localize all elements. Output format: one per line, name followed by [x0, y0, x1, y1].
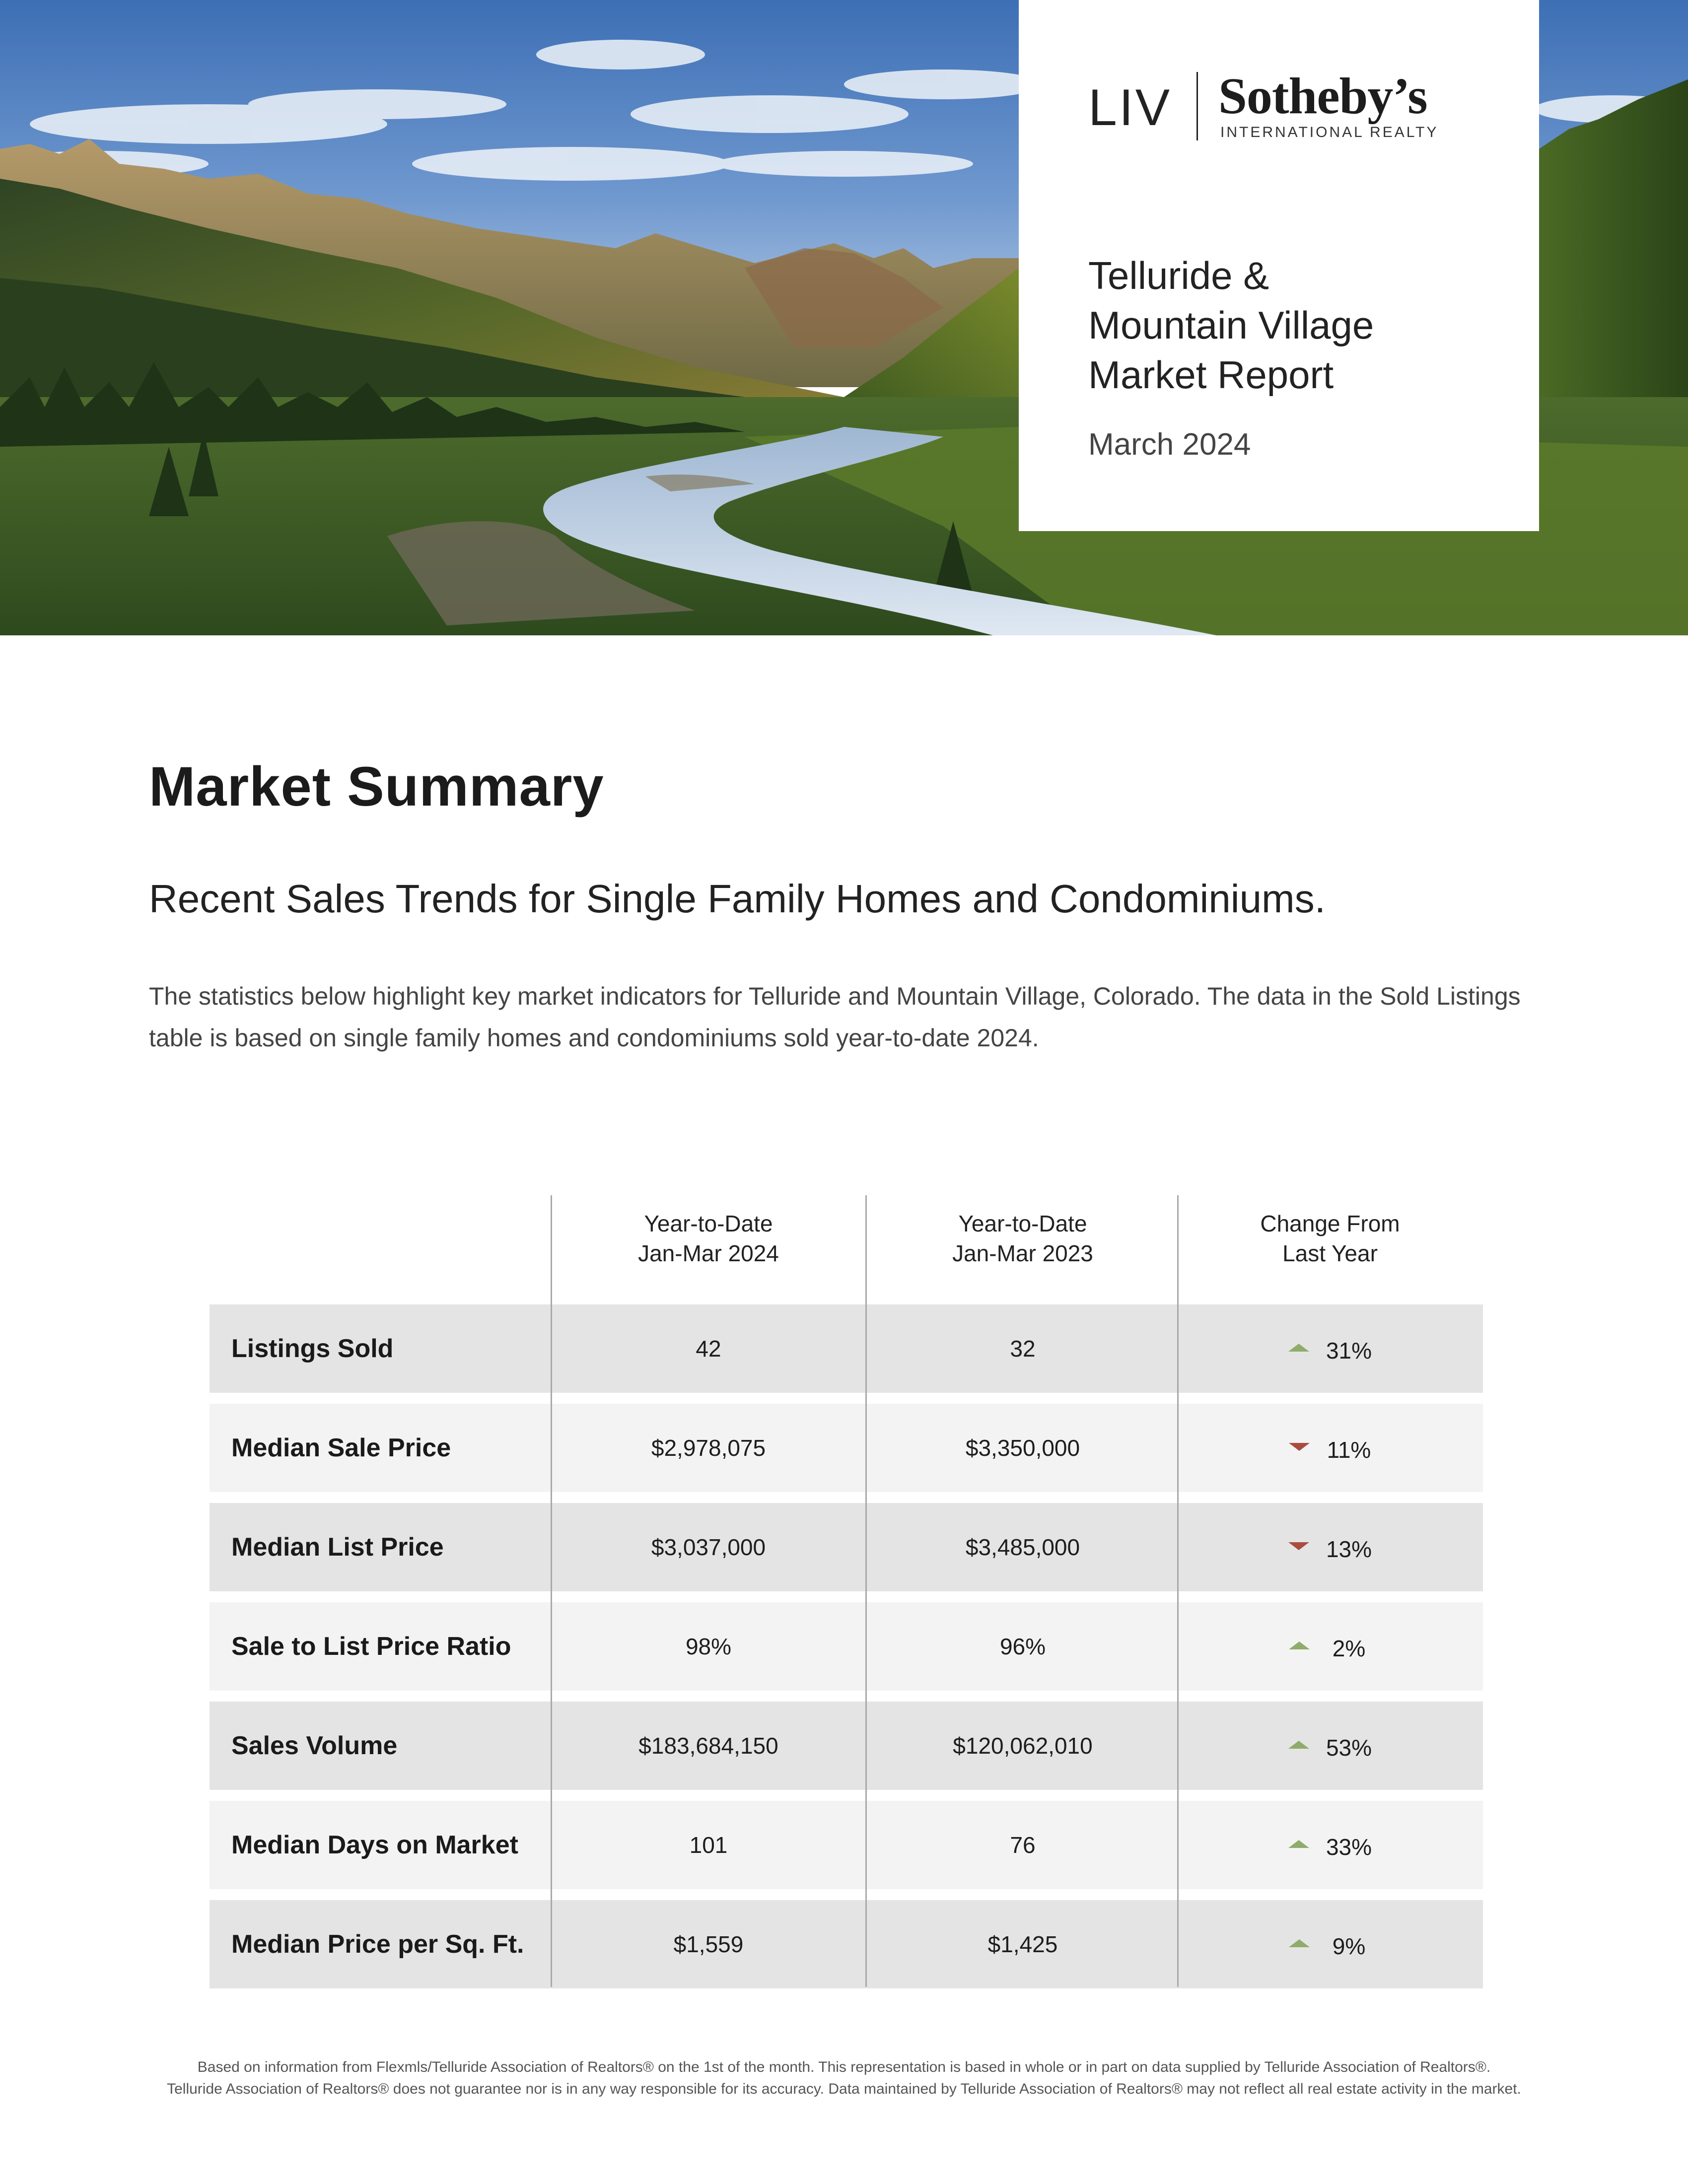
row-label: Median List Price	[231, 1533, 444, 1562]
row-label: Median Sale Price	[231, 1433, 451, 1462]
logo-divider	[1196, 72, 1198, 140]
report-title-line: Market Report	[1088, 353, 1334, 397]
triangle-up-icon	[1288, 1840, 1309, 1848]
change-value: 2%	[1332, 1635, 1366, 1661]
brand-sothebys-wordmark: Sotheby’s	[1218, 68, 1427, 125]
row-label: Sales Volume	[231, 1731, 398, 1760]
cell-change	[1181, 1602, 1479, 1691]
cell-change	[1181, 1304, 1479, 1393]
page-title: Market Summary	[149, 755, 604, 818]
table-row	[210, 1404, 1483, 1492]
table-row	[210, 1801, 1483, 1889]
cell-ytd-2024: $1,559	[673, 1931, 744, 1957]
column-divider	[551, 1195, 552, 1987]
brand-logo[interactable]	[1088, 69, 1466, 144]
column-header-line: Change From	[1260, 1211, 1400, 1236]
triangle-up-icon	[1288, 1741, 1309, 1749]
triangle-up-icon	[1289, 1641, 1310, 1649]
cell-ytd-2023: $3,350,000	[965, 1435, 1080, 1461]
row-label: Median Price per Sq. Ft.	[231, 1930, 524, 1959]
triangle-up-icon	[1288, 1344, 1309, 1352]
triangle-down-icon	[1289, 1443, 1310, 1451]
change-value: 31%	[1326, 1337, 1372, 1364]
change-value: 9%	[1332, 1933, 1366, 1959]
brand-liv-wordmark: LIV	[1088, 79, 1172, 136]
row-label: Median Days on Market	[231, 1831, 518, 1859]
column-header-line: Jan-Mar 2023	[952, 1240, 1093, 1266]
report-date: March 2024	[1088, 427, 1251, 462]
cell-ytd-2024: $3,037,000	[651, 1534, 766, 1560]
section-description: The statistics below highlight key market indicators for Telluride and Mountain Village, Colorado. The data in the Sold Listings table is based on single family homes and condominiums sold year-to-date 2024.	[149, 982, 1521, 1052]
table-row	[210, 1503, 1483, 1591]
cell-ytd-2023: $3,485,000	[965, 1534, 1080, 1560]
change-value: 53%	[1326, 1734, 1372, 1761]
cell-ytd-2023: 32	[1010, 1336, 1036, 1362]
cell-ytd-2024: 98%	[685, 1634, 732, 1659]
report-title-card	[1019, 0, 1539, 531]
cell-ytd-2023: $120,062,010	[953, 1733, 1093, 1759]
column-divider	[1177, 1195, 1179, 1987]
change-value: 11%	[1327, 1436, 1371, 1463]
row-label: Sale to List Price Ratio	[231, 1632, 511, 1661]
cell-ytd-2023: $1,425	[987, 1931, 1058, 1957]
column-header-line: Jan-Mar 2024	[638, 1240, 779, 1266]
report-title-line: Mountain Village	[1088, 303, 1374, 347]
table-row	[210, 1602, 1483, 1691]
cell-change	[1181, 1404, 1479, 1492]
cell-ytd-2024: $183,684,150	[638, 1733, 778, 1759]
cell-change	[1181, 1801, 1479, 1889]
cell-ytd-2024: $2,978,075	[651, 1435, 766, 1461]
table-row	[210, 1304, 1483, 1393]
column-header-line: Year-to-Date	[958, 1211, 1087, 1236]
cell-ytd-2024: 101	[689, 1832, 728, 1858]
report-title	[1088, 251, 1515, 400]
cell-ytd-2023: 76	[1010, 1832, 1036, 1858]
brand-subtitle: INTERNATIONAL REALTY	[1220, 124, 1439, 140]
cell-ytd-2024: 42	[696, 1336, 721, 1362]
report-title-line: Telluride &	[1088, 254, 1269, 297]
disclaimer-line: Based on information from Flexmls/Telluride Association of Realtors® on the 1st of the month. This representation is based in whole or in part on data supplied by Telluride Association of Realtors®.	[197, 2059, 1491, 2075]
triangle-down-icon	[1288, 1542, 1309, 1550]
cell-change	[1181, 1702, 1479, 1790]
column-header-ytd-2023	[874, 1209, 1172, 1268]
change-value: 13%	[1326, 1536, 1372, 1562]
table-row	[210, 1900, 1483, 1988]
change-value: 33%	[1326, 1834, 1372, 1860]
cell-ytd-2023: 96%	[999, 1634, 1046, 1659]
section-subheading: Recent Sales Trends for Single Family Homes and Condominiums.	[149, 877, 1326, 921]
cell-change	[1181, 1900, 1479, 1988]
disclaimer-footer	[0, 2056, 1688, 2100]
column-header-line: Year-to-Date	[644, 1211, 773, 1236]
disclaimer-line: Telluride Association of Realtors® does not guarantee nor is in any way responsible for its accuracy. Data maintained by Telluride Association of Realtors® may not reflect all real estate activity in the market.	[167, 2081, 1521, 2097]
triangle-up-icon	[1289, 1939, 1310, 1947]
row-label: Listings Sold	[231, 1334, 394, 1363]
column-header-ytd-2024	[560, 1209, 857, 1268]
column-header-change	[1181, 1209, 1479, 1268]
column-divider	[865, 1195, 867, 1987]
table-row	[210, 1702, 1483, 1790]
cell-change	[1181, 1503, 1479, 1591]
column-header-line: Last Year	[1282, 1240, 1378, 1266]
